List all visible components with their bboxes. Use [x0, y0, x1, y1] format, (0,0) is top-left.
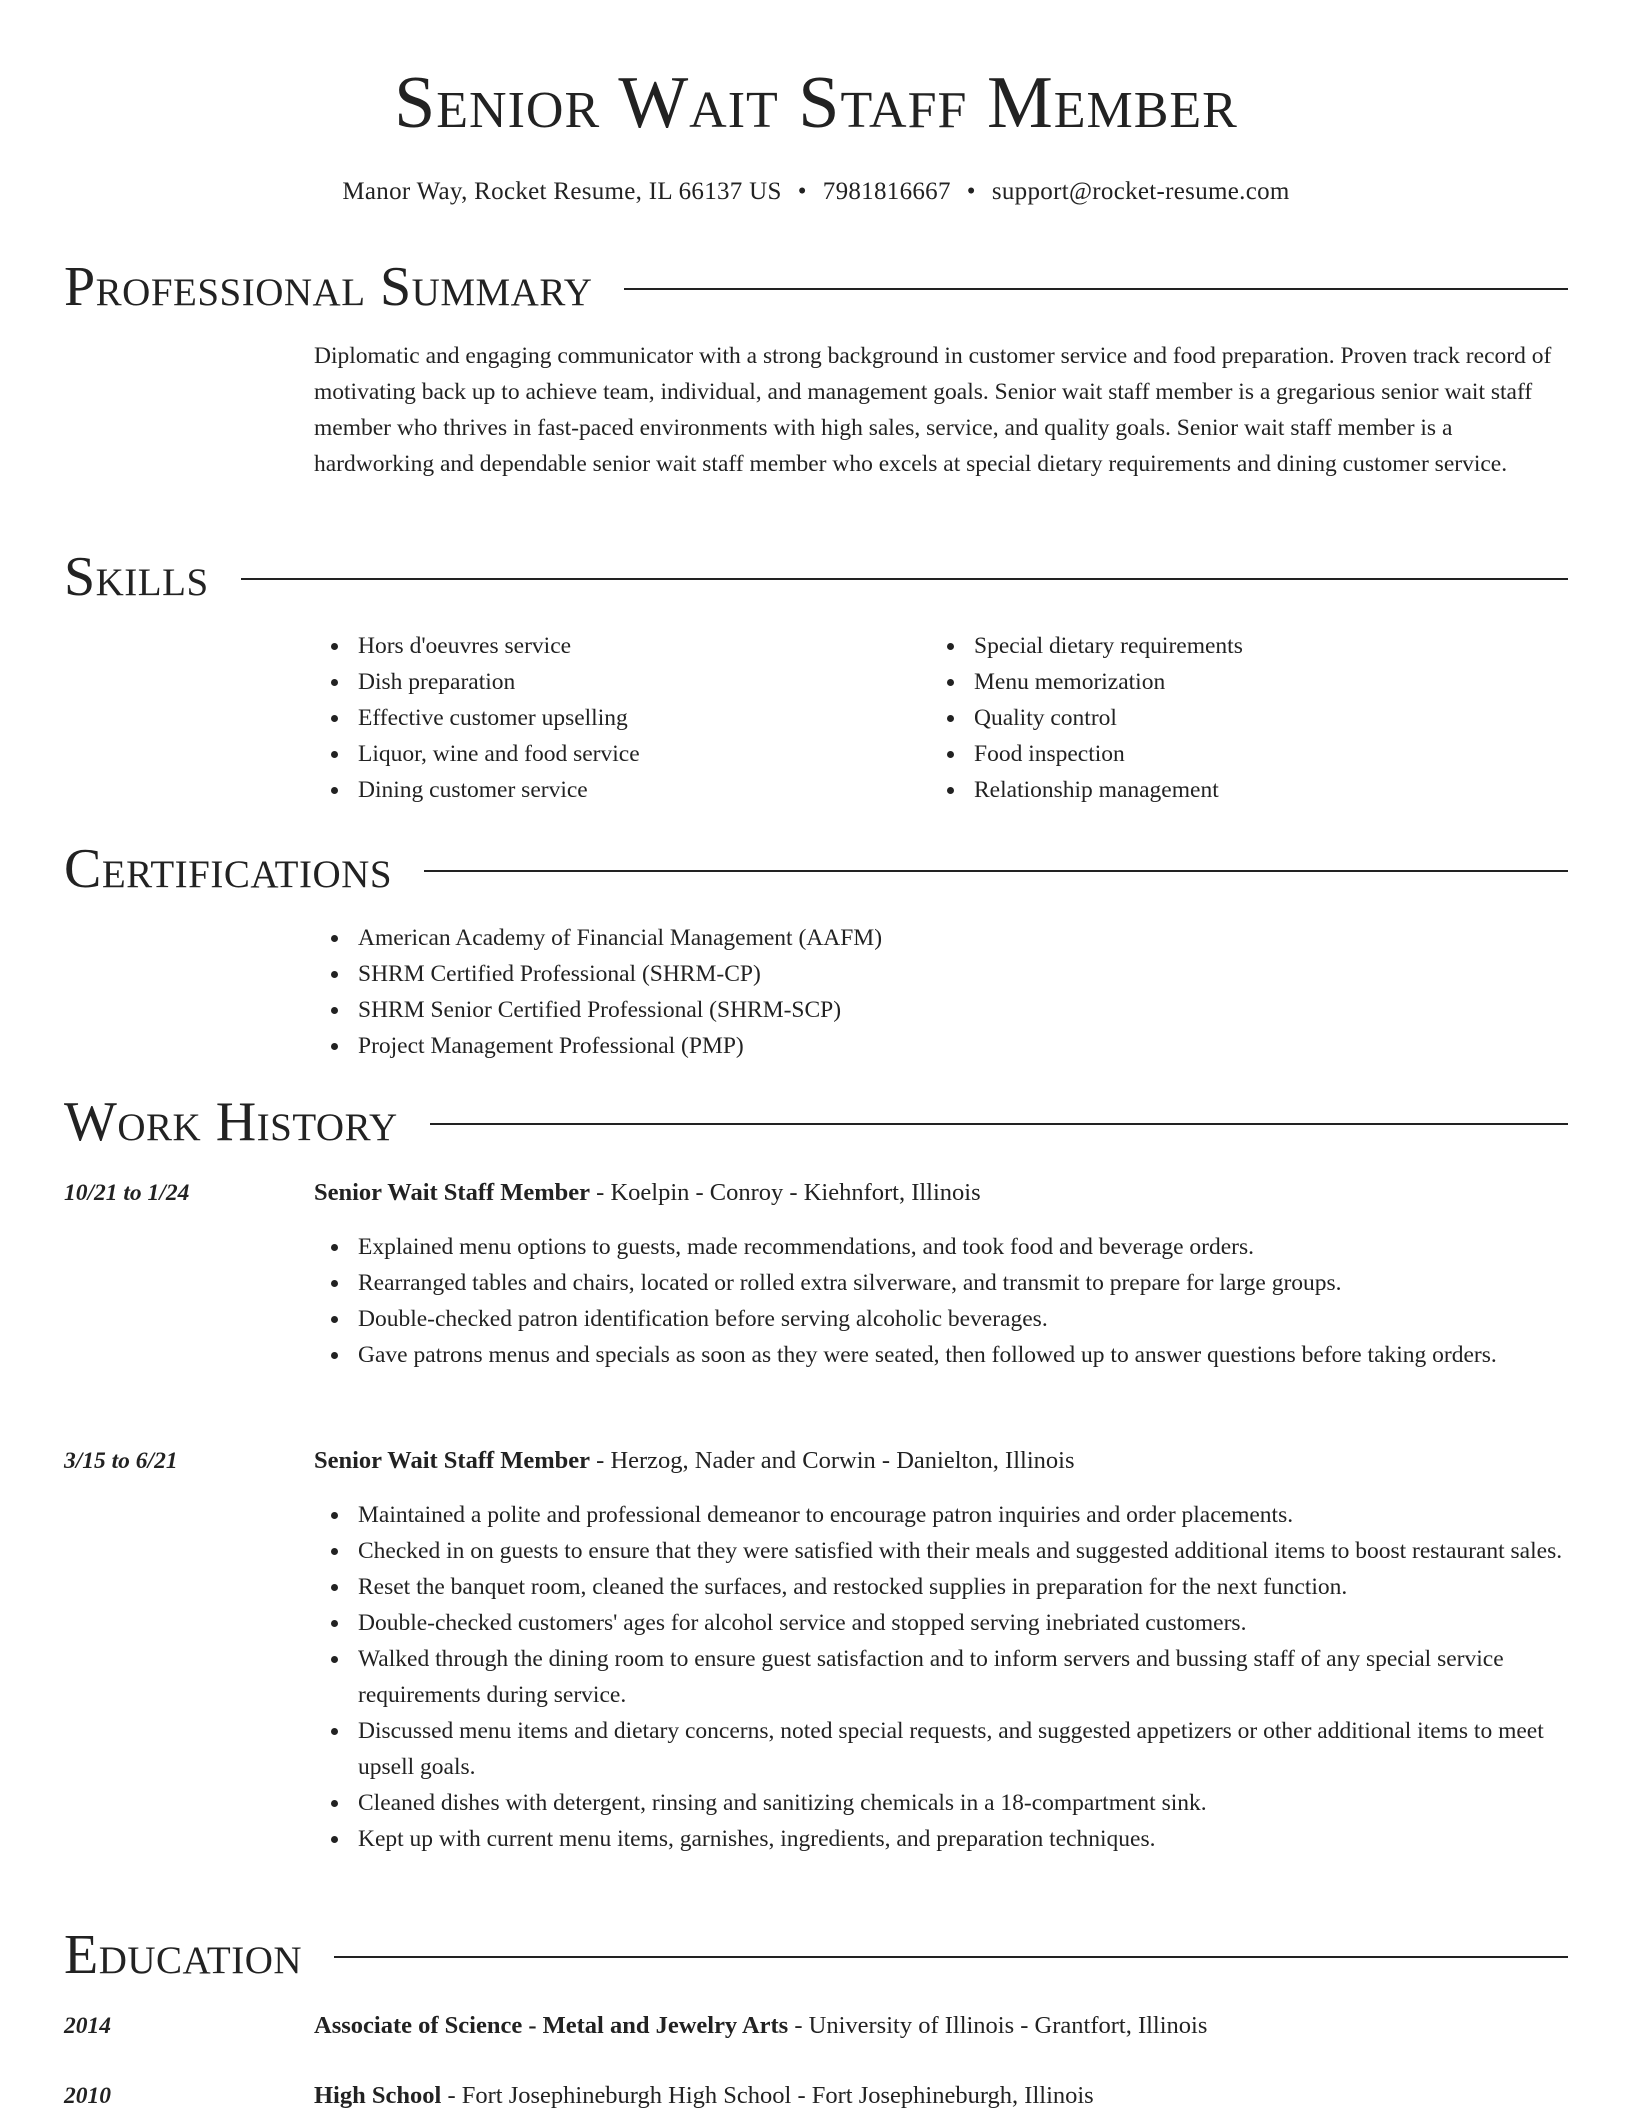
education-school: - University of Illinois - Grantfort, Illinois — [788, 2012, 1208, 2039]
certifications-list — [314, 920, 1574, 1064]
section-divider — [624, 288, 1568, 290]
certifications-title: Certifications — [64, 838, 393, 900]
certifications-section-header — [64, 836, 1568, 902]
job-heading — [314, 1443, 1574, 1479]
education-entry — [314, 2008, 1574, 2044]
job-duty: Double-checked customers' ages for alcohol service and stopped serving inebriated customers. — [314, 1605, 1574, 1641]
job-duty: Reset the banquet room, cleaned the surfaces, and restocked supplies in preparation for the next function. — [314, 1569, 1574, 1605]
contact-line — [0, 176, 1632, 208]
skill-item: Liquor, wine and food service — [314, 736, 914, 772]
certification-item: SHRM Certified Professional (SHRM-CP) — [314, 956, 1574, 992]
skill-item: Hors d'oeuvres service — [314, 628, 914, 664]
contact-phone: 7981816667 — [822, 178, 951, 205]
contact-separator: • — [797, 178, 807, 205]
section-divider — [430, 1123, 1568, 1125]
skill-item: Effective customer upselling — [314, 700, 914, 736]
education-degree: High School — [314, 2082, 442, 2109]
job-duty: Rearranged tables and chairs, located or rolled extra silverware, and transmit to prepare for large groups. — [314, 1265, 1574, 1301]
skill-item: Food inspection — [930, 736, 1570, 772]
job-duty: Walked through the dining room to ensure guest satisfaction and to inform servers and bussing staff of any special service requirements during service. — [314, 1641, 1574, 1713]
education-entry — [314, 2078, 1574, 2112]
job-duty: Double-checked patron identification before serving alcoholic beverages. — [314, 1301, 1574, 1337]
skills-list-left — [314, 628, 914, 808]
skill-item: Dish preparation — [314, 664, 914, 700]
job-title: Senior Wait Staff Member — [314, 1447, 591, 1474]
job-duty: Discussed menu items and dietary concerns, noted special requests, and suggested appetizers or other additional items to meet upsell goals. — [314, 1713, 1574, 1785]
education-year: 2014 — [64, 2013, 111, 2039]
skill-item: Special dietary requirements — [930, 628, 1570, 664]
contact-separator: • — [966, 178, 976, 205]
skill-item: Dining customer service — [314, 772, 914, 808]
section-divider — [334, 1956, 1568, 1958]
summary-section-header — [64, 254, 1568, 320]
certification-item: Project Management Professional (PMP) — [314, 1028, 1574, 1064]
section-divider — [241, 578, 1568, 580]
skill-item: Menu memorization — [930, 664, 1570, 700]
job-duty: Checked in on guests to ensure that they were satisfied with their meals and suggested additional items to boost restaurant sales. — [314, 1533, 1574, 1569]
job-duties-list — [314, 1229, 1574, 1373]
job-duty: Cleaned dishes with detergent, rinsing and sanitizing chemicals in a 18-compartment sink. — [314, 1785, 1574, 1821]
skills-section-header — [64, 544, 1568, 610]
contact-address: Manor Way, Rocket Resume, IL 66137 US — [342, 178, 782, 205]
summary-text: Diplomatic and engaging communicator with a strong background in customer service and food preparation. Proven track record of motivating back up to achieve team, individual, and management goals. Senior wait staff member is a gregarious senior wait staff member who thrives in fast-paced environments with high sales, service, and quality goals. Senior wait staff member is a hardworking and dependable senior wait staff member who excels at special dietary requirements and dining customer service. — [314, 343, 1552, 477]
skills-title: Skills — [64, 546, 209, 608]
contact-email: support@rocket-resume.com — [991, 178, 1290, 205]
section-divider — [424, 870, 1568, 872]
skill-item: Relationship management — [930, 772, 1570, 808]
education-section-header — [64, 1922, 1568, 1988]
education-year: 2010 — [64, 2083, 111, 2109]
education-degree: Associate of Science - Metal and Jewelry Arts — [314, 2012, 789, 2039]
work-title: Work History — [64, 1091, 398, 1153]
education-school: - Fort Josephineburgh High School - Fort Josephineburgh, Illinois — [441, 2082, 1094, 2109]
job-duties-list — [314, 1497, 1574, 1857]
skills-list-right — [930, 628, 1570, 808]
job-title: Senior Wait Staff Member — [314, 1179, 591, 1206]
education-title: Education — [64, 1924, 303, 1986]
job-duty: Explained menu options to guests, made recommendations, and took food and beverage orders. — [314, 1229, 1574, 1265]
job-heading — [314, 1175, 1574, 1211]
skill-item: Quality control — [930, 700, 1570, 736]
job-duty: Gave patrons menus and specials as soon as they were seated, then followed up to answer questions before taking orders. — [314, 1337, 1574, 1373]
work-section-header — [64, 1089, 1568, 1155]
job-duty: Maintained a polite and professional demeanor to encourage patron inquiries and order placements. — [314, 1497, 1574, 1533]
job-dates: 10/21 to 1/24 — [64, 1180, 190, 1206]
job-employer: - Koelpin - Conroy - Kiehnfort, Illinois — [590, 1179, 981, 1206]
certification-item: SHRM Senior Certified Professional (SHRM-SCP) — [314, 992, 1574, 1028]
certification-item: American Academy of Financial Management (AAFM) — [314, 920, 1574, 956]
summary-title: Professional Summary — [64, 256, 593, 318]
job-dates: 3/15 to 6/21 — [64, 1448, 178, 1474]
job-duty: Kept up with current menu items, garnishes, ingredients, and preparation techniques. — [314, 1821, 1574, 1857]
candidate-name: Senior Wait Staff Member — [394, 62, 1238, 144]
job-employer: - Herzog, Nader and Corwin - Danielton, Illinois — [590, 1447, 1075, 1474]
